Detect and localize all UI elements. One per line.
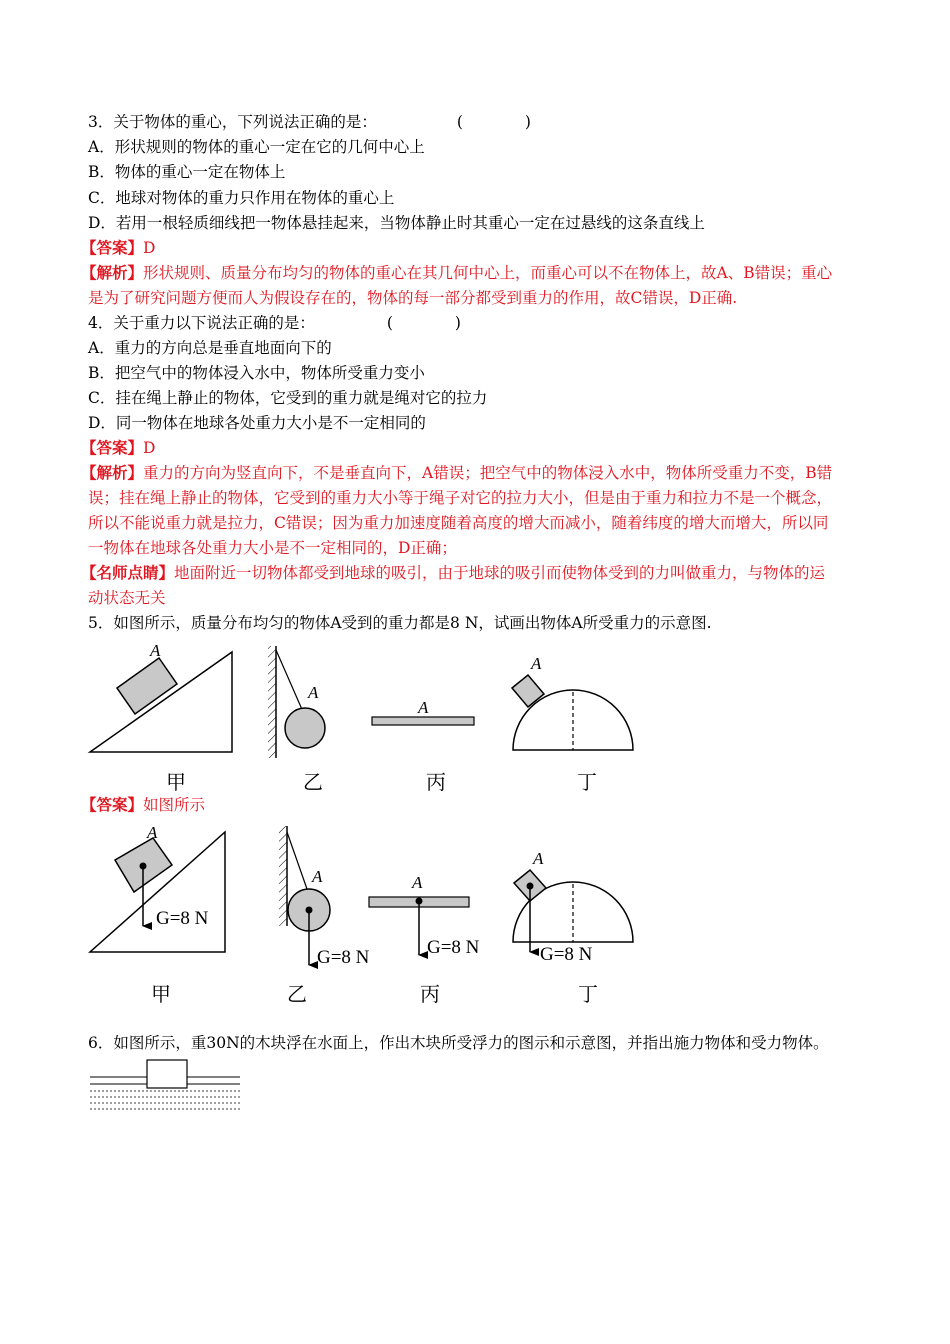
q3-stem: 3．关于物体的重心，下列说法正确的是： ( ) xyxy=(88,113,531,131)
q4-option-c: C．挂在绳上静止的物体，它受到的重力就是绳对它的拉力 xyxy=(88,389,488,407)
q4-analysis-line-1: 【解析】重力的方向为竖直向下，不是垂直向下，A错误；把空气中的物体浸入水中，物体所受重力不变，B错 xyxy=(81,463,833,482)
q4-analysis-line-4: 一物体在地球各处重力大小是不一定相同的，D正确； xyxy=(88,539,457,557)
answer-caption-ding: 丁 xyxy=(578,982,598,1006)
q5-answer: 【答案】如图所示 xyxy=(81,795,206,814)
answer-yi xyxy=(279,826,370,968)
svg-text:A: A xyxy=(312,867,323,886)
figure-jia-incline xyxy=(90,641,232,752)
svg-text:G=8 N: G=8 N xyxy=(427,937,480,958)
q3-option-b: B．物体的重心一定在物体上 xyxy=(88,163,286,181)
q3-answer: 【答案】D xyxy=(81,238,156,257)
label-a: A xyxy=(150,641,161,660)
q3-analysis-line-2: 是为了研究问题方便而人为假设存在的，物体的每一部分都受到重力的作用，故C错误，D正确. xyxy=(88,289,738,307)
figure-ding-hemisphere xyxy=(512,654,633,750)
rod-a xyxy=(372,717,474,725)
svg-text:G=8 N: G=8 N xyxy=(540,944,593,965)
svg-text:A: A xyxy=(147,823,158,842)
caption-ding: 丁 xyxy=(577,770,597,794)
q3-option-a: A．形状规则的物体的重心一定在它的几何中心上 xyxy=(88,138,425,156)
answer-bing xyxy=(369,873,480,958)
q4-analysis-line-2: 误；挂在绳上静止的物体，它受到的重力大小等于绳子对它的拉力大小，但是由于重力和拉力不是一个概念， xyxy=(88,489,833,507)
rope xyxy=(276,650,304,714)
q6-stem: 6．如图所示，重30N的木块浮在水面上，作出木块所受浮力的图示和示意图，并指出施力物体和受力物体。 xyxy=(88,1034,829,1052)
answer-caption-bing: 丙 xyxy=(420,982,440,1006)
q4-answer: 【答案】D xyxy=(81,438,156,457)
q3-option-d: D．若用一根轻质细线把一物体悬挂起来，当物体静止时其重心一定在过悬线的这条直线上 xyxy=(88,214,705,232)
svg-text:A: A xyxy=(533,849,544,868)
answer-caption-jia: 甲 xyxy=(151,982,171,1006)
q4-analysis-line-3: 所以不能说重力就是拉力，C错误；因为重力加速度随着高度的增大而减小，随着纬度的增大而增大，所以同 xyxy=(88,514,829,532)
figure-yi-hanging-ball xyxy=(268,646,325,758)
answer-caption-yi: 乙 xyxy=(287,982,307,1006)
ball-a xyxy=(285,708,325,748)
q4-option-a: A．重力的方向总是垂直地面向下的 xyxy=(88,339,332,357)
caption-jia: 甲 xyxy=(166,770,186,794)
q3-answer-paren: ( ) xyxy=(456,113,531,131)
answer-jia xyxy=(90,823,225,952)
q4-option-d: D．同一物体在地球各处重力大小是不一定相同的 xyxy=(88,414,426,432)
q5-answer-figures xyxy=(0,818,950,978)
q3-option-c: C．地球对物体的重力只作用在物体的重心上 xyxy=(88,189,395,207)
svg-text:A: A xyxy=(412,873,423,892)
svg-text:A: A xyxy=(531,654,542,673)
figure-bing-rod xyxy=(372,698,474,725)
svg-text:A: A xyxy=(418,698,429,717)
q4-answer-paren: ( ) xyxy=(386,314,461,332)
q3-analysis-line-1: 【解析】形状规则、质量分布均匀的物体的重心在其几何中心上，而重心可以不在物体上，故A、B错误；重心 xyxy=(81,263,833,282)
q4-option-b: B．把空气中的物体浸入水中，物体所受重力变小 xyxy=(88,364,425,382)
svg-text:G=8 N: G=8 N xyxy=(317,947,370,968)
wall-hatch xyxy=(268,646,276,758)
q5-question-figures xyxy=(0,640,950,760)
q4-tip-line-2: 动状态无关 xyxy=(88,589,166,607)
caption-bing: 丙 xyxy=(426,770,446,794)
q4-stem: 4．关于重力以下说法正确的是： ( ) xyxy=(88,314,461,332)
q4-tip-line-1: 【名师点睛】地面附近一切物体都受到地球的吸引，由于地球的吸引而使物体受到的力叫做重力，与物体的运 xyxy=(81,563,826,582)
q6-floating-block-figure xyxy=(85,1058,245,1114)
answer-ding xyxy=(513,849,633,965)
svg-text:A: A xyxy=(308,683,319,702)
caption-yi: 乙 xyxy=(303,770,323,794)
wood-block xyxy=(147,1060,187,1088)
q5-stem: 5．如图所示，质量分布均匀的物体A受到的重力都是8 N，试画出物体A所受重力的示意图. xyxy=(88,614,712,632)
force-label: G=8 N xyxy=(156,908,209,929)
